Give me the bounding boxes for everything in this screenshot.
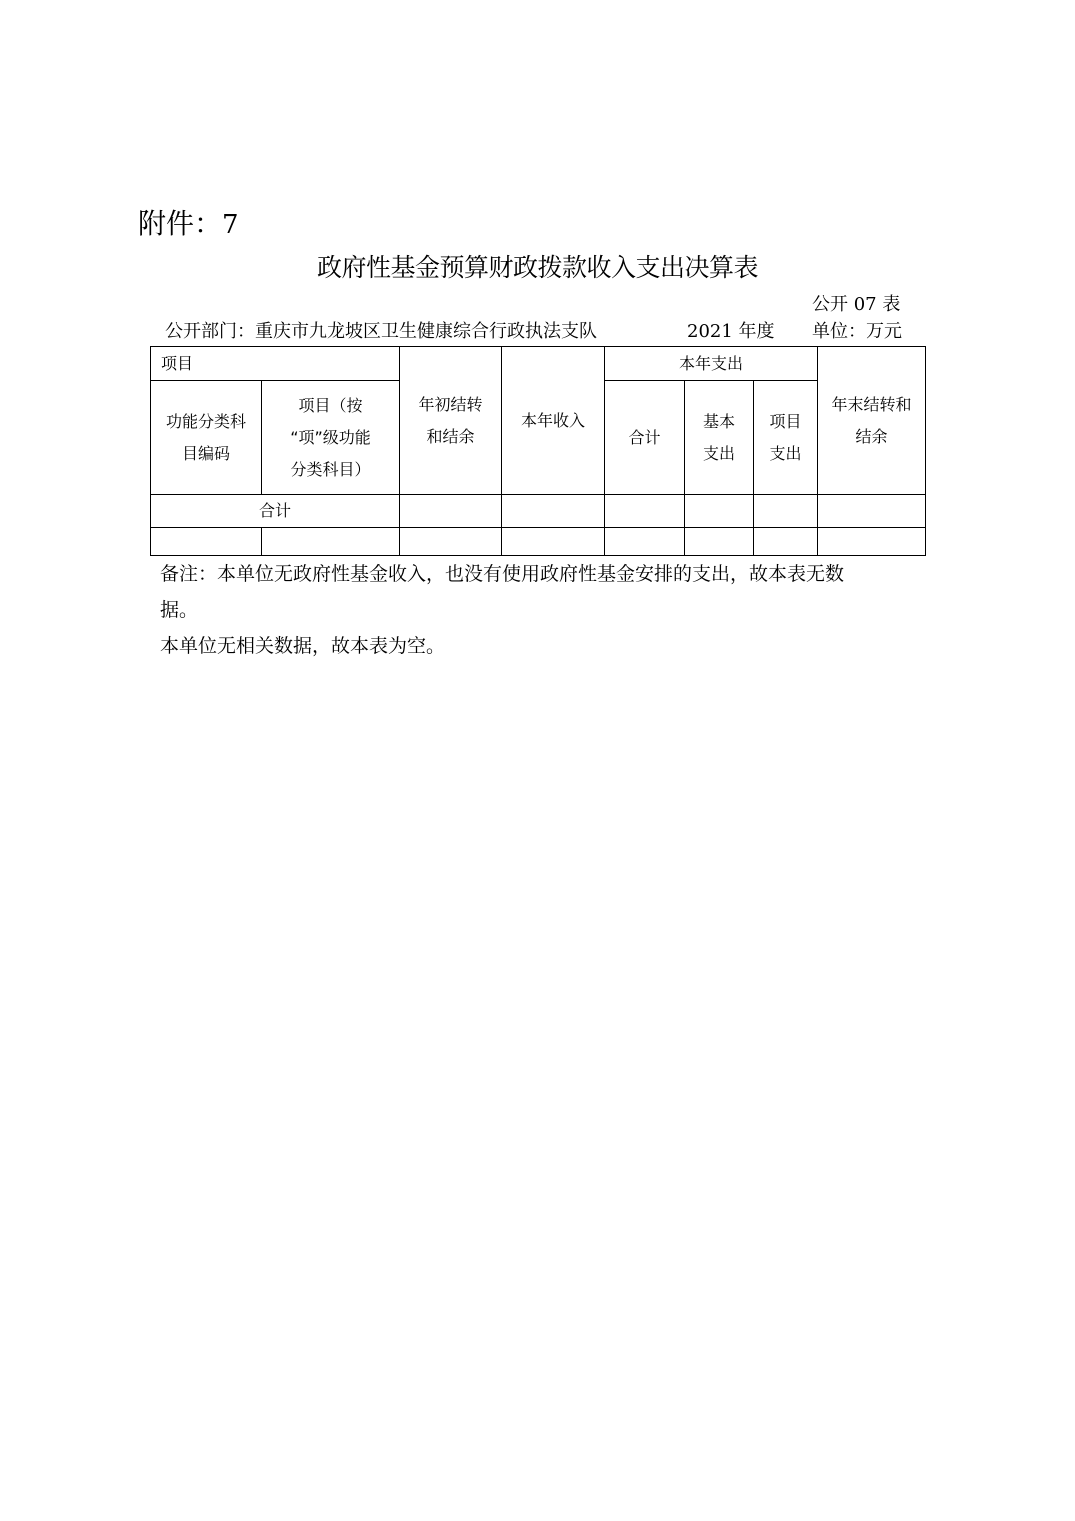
- item-by-class-line2: “项”级功能: [290, 427, 371, 447]
- attachment-label: [138, 205, 239, 244]
- row-func-code-cell: [151, 528, 262, 556]
- header-item-by-class: [262, 381, 400, 495]
- row-exp-total-cell: [605, 528, 685, 556]
- row-closing-cell: [818, 528, 926, 556]
- note-line-3: 本单位无相关数据，故本表为空。: [160, 635, 446, 657]
- row-income-cell: [502, 528, 605, 556]
- form-number: 公开 07 表: [812, 294, 901, 315]
- header-func-code: [151, 381, 262, 495]
- func-code-line2: 目编码: [181, 443, 230, 463]
- func-code-line1: 功能分类科: [165, 411, 246, 431]
- total-exp-basic-cell: [685, 495, 754, 528]
- header-closing-balance: [818, 347, 926, 495]
- header-exp-project: [754, 381, 818, 495]
- note-line-2: 据。: [160, 599, 199, 621]
- attachment-number: 7: [222, 210, 239, 240]
- row-item-cell: [262, 528, 400, 556]
- item-by-class-line1: 项目（按: [298, 395, 363, 415]
- total-opening-cell: [400, 495, 502, 528]
- item-by-class-line3: 分类科目）: [290, 459, 371, 479]
- budget-table: [150, 346, 926, 556]
- header-item: 项目: [151, 347, 400, 381]
- exp-project-line1: 项目: [769, 411, 802, 431]
- row-exp-project-cell: [754, 528, 818, 556]
- total-row: [151, 495, 926, 528]
- total-exp-project-cell: [754, 495, 818, 528]
- total-label: 合计: [151, 495, 400, 528]
- total-income-cell: [502, 495, 605, 528]
- opening-line1: 年初结转: [418, 394, 483, 414]
- row-opening-cell: [400, 528, 502, 556]
- note-line-1: 备注：本单位无政府性基金收入，也没有使用政府性基金安排的支出，故本表无数: [160, 563, 845, 585]
- header-exp-basic: [685, 381, 754, 495]
- exp-project-line2: 支出: [769, 443, 802, 463]
- header-income: 本年收入: [502, 347, 605, 495]
- notes: [160, 556, 900, 664]
- row-exp-basic-cell: [685, 528, 754, 556]
- fiscal-year: 2021 年度: [687, 321, 775, 342]
- unit-label: 单位：万元: [812, 321, 902, 342]
- table-row: [151, 528, 926, 556]
- attachment-prefix: 附件：: [138, 207, 223, 240]
- header-exp-total: 合计: [605, 381, 685, 495]
- total-exp-total-cell: [605, 495, 685, 528]
- exp-basic-line2: 支出: [703, 443, 736, 463]
- header-opening-balance: [400, 347, 502, 495]
- header-expenditure: 本年支出: [605, 347, 818, 381]
- header-row-1: [151, 347, 926, 381]
- closing-line2: 结余: [855, 426, 888, 446]
- opening-line2: 和结余: [426, 426, 475, 446]
- closing-line1: 年末结转和: [831, 394, 912, 414]
- page-title: 政府性基金预算财政拨款收入支出决算表: [316, 253, 758, 282]
- total-closing-cell: [818, 495, 926, 528]
- exp-basic-line1: 基本: [703, 411, 736, 431]
- department-label: 公开部门：重庆市九龙坡区卫生健康综合行政执法支队: [165, 321, 597, 342]
